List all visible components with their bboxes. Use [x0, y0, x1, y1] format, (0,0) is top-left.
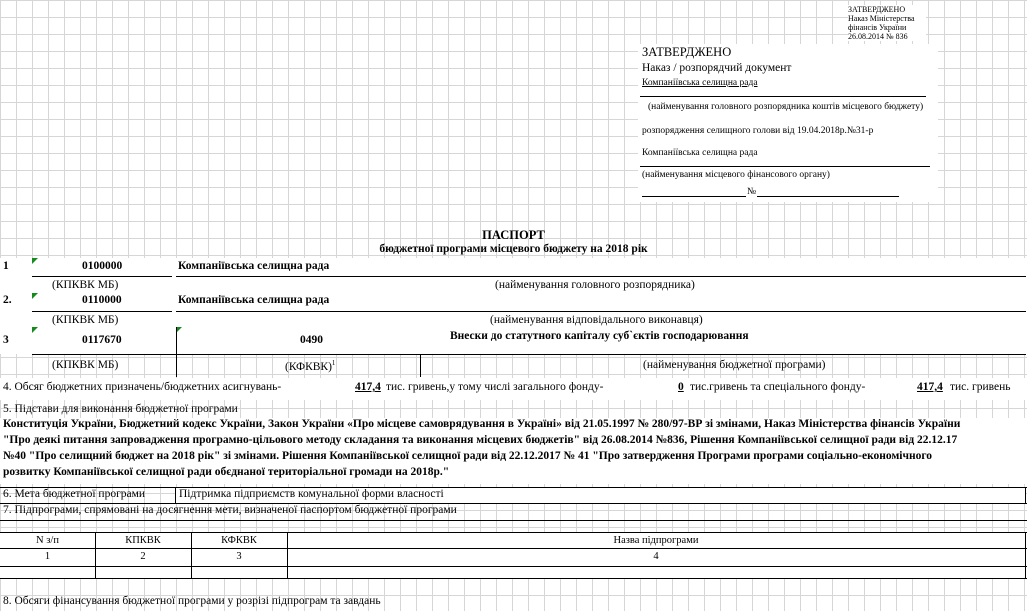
approval-fin-body-caption: (найменування місцевого фінансового органу) — [642, 170, 830, 180]
row1-name-caption: (найменування головного розпорядника) — [495, 279, 695, 291]
section5-label: 5. Підстави для виконання бюджетної програми — [3, 403, 238, 415]
corner-stamp-order: Наказ Міністерства — [848, 14, 915, 23]
row3-name: Внески до статутного капіталу суб`єктів господарювання — [450, 330, 749, 342]
row2-number: 2. — [3, 294, 12, 306]
row2-code-caption: (КПКВК МБ) — [52, 314, 119, 326]
section5-line: Конституція України, Бюджетний кодекс України, Закон України «Про місцеве самоврядування в Україні» від 21.05.1997 № 280/97-ВР зі змінами, Наказ Міністерства фінансів України — [3, 418, 961, 430]
row3-number: 3 — [3, 334, 9, 346]
row1-code-caption: (КПКВК МБ) — [52, 279, 119, 291]
row1-code: 0100000 — [82, 260, 123, 272]
row3-code-caption: (КПКВК МБ) — [52, 359, 119, 371]
approval-fin-body: Компаніївська селищна рада — [642, 148, 758, 158]
row1-name: Компаніївська селищна рада — [178, 260, 330, 272]
passport-title: ПАСПОРТ — [482, 228, 545, 242]
approval-date-line — [642, 196, 746, 197]
section7-bottom-line — [0, 520, 1027, 521]
row3-line — [32, 354, 1026, 355]
row3-kfk-caption — [285, 359, 335, 373]
corner-stamp-title: ЗАТВЕРДЖЕНО — [848, 5, 906, 14]
row2-code: 0110000 — [82, 294, 122, 306]
table-border — [1025, 532, 1026, 578]
row3-separator — [176, 327, 177, 377]
row3-separator — [420, 354, 421, 377]
table-col-number: 3 — [236, 551, 242, 562]
row3-kfk-caption-text: (КФКВК) — [285, 360, 332, 373]
approval-title: ЗАТВЕРДЖЕНО — [642, 45, 732, 59]
table-col-number: 1 — [44, 551, 51, 562]
section4-mid-label: тис. гривень,у тому числі загального фонду- — [386, 381, 604, 393]
approval-order-details: розпорядження селищного голови від 19.04.2018р.№31-р — [642, 126, 874, 136]
table-border — [0, 548, 1027, 549]
approval-number-sign: № — [747, 187, 757, 197]
table-col-number: 2 — [140, 551, 146, 562]
section5-line: розвитку Компаніївської селищної ради обєднаної територіальної громади на 2018р." — [3, 466, 450, 478]
approval-divider — [640, 96, 926, 97]
section4-special: 417,4 — [917, 381, 943, 393]
section4-special-label: тис.гривень та спеціального фонду- — [690, 381, 866, 393]
passport-subtitle: бюджетної програми місцевого бюджету на 2018 рік — [379, 243, 648, 255]
section5-line: "Про деякі питання запровадження програмно-цільового методу складання та виконання місцевих бюджетів" від 26.08.2014 №836, Рішення Компаніївської селищної ради від 22.12.17 — [3, 434, 958, 446]
corner-stamp-date: 26.08.2014 № 836 — [848, 32, 908, 41]
row3-code: 0117670 — [82, 334, 122, 346]
corner-stamp-ministry: фінансів України — [848, 23, 907, 32]
section8-label: 8. Обсяги фінансування бюджетної програми у розрізі підпрограм та завдань — [3, 595, 381, 607]
cell-marker-icon — [32, 293, 38, 299]
row2-name-line — [176, 311, 1026, 312]
section5-line: №40 "Про селищний бюджет на 2018 рік" зі змінами. Рішення Компаніївської селищної ради від 22.12.2017 № 41 "Про затвердження Програми програми соціально-економічного — [3, 450, 933, 462]
row3-name-caption: (найменування бюджетної програми) — [643, 359, 826, 371]
row3-kfk: 0490 — [300, 334, 323, 346]
approval-main-manager-caption: (найменування головного розпорядника коштів місцевого бюджету) — [648, 102, 924, 112]
row1-number: 1 — [3, 260, 9, 272]
approval-main-manager: Компаніївська селищна рада — [642, 78, 758, 88]
section4-label: 4. Обсяг бюджетних призначень/бюджетних асигнувань- — [3, 381, 282, 393]
table-border — [0, 532, 1027, 533]
footnote-mark: 1 — [331, 359, 336, 367]
row1-name-line — [176, 276, 1026, 277]
table-header-kfkvk: КФКВК — [221, 535, 257, 546]
section6-label: 6. Мета бюджетної програми — [3, 488, 146, 500]
table-header-number: N з/п — [36, 535, 59, 546]
approval-divider — [640, 166, 930, 167]
section7-label: 7. Підпрограми, спрямовані на досягнення мети, визначеної паспортом бюджетної програми — [3, 504, 457, 516]
section4-general: 0 — [678, 381, 684, 393]
row1-code-line — [32, 276, 172, 277]
cell-marker-icon — [32, 327, 38, 333]
table-header-subprogram: Назва підпрограми — [613, 535, 699, 546]
row2-name: Компаніївська селищна рада — [178, 294, 330, 306]
approval-order: Наказ / розпорядчий документ — [642, 62, 792, 74]
cell-marker-icon — [32, 258, 38, 264]
row2-name-caption: (найменування відповідального виконавця) — [490, 314, 703, 326]
table-border — [0, 578, 1027, 579]
table-header-kpkvk: КПКВК — [125, 535, 161, 546]
corner-stamp — [848, 5, 926, 41]
table-border — [0, 566, 1027, 567]
row2-code-line — [32, 311, 172, 312]
approval-number-line — [757, 196, 899, 197]
table-col-number: 4 — [653, 551, 659, 562]
section4-total: 417,4 — [355, 381, 381, 393]
section4-unit: тис. гривень — [950, 381, 1011, 393]
section6-value: Підтримка підприємств комунальної форми власності — [175, 488, 1026, 503]
